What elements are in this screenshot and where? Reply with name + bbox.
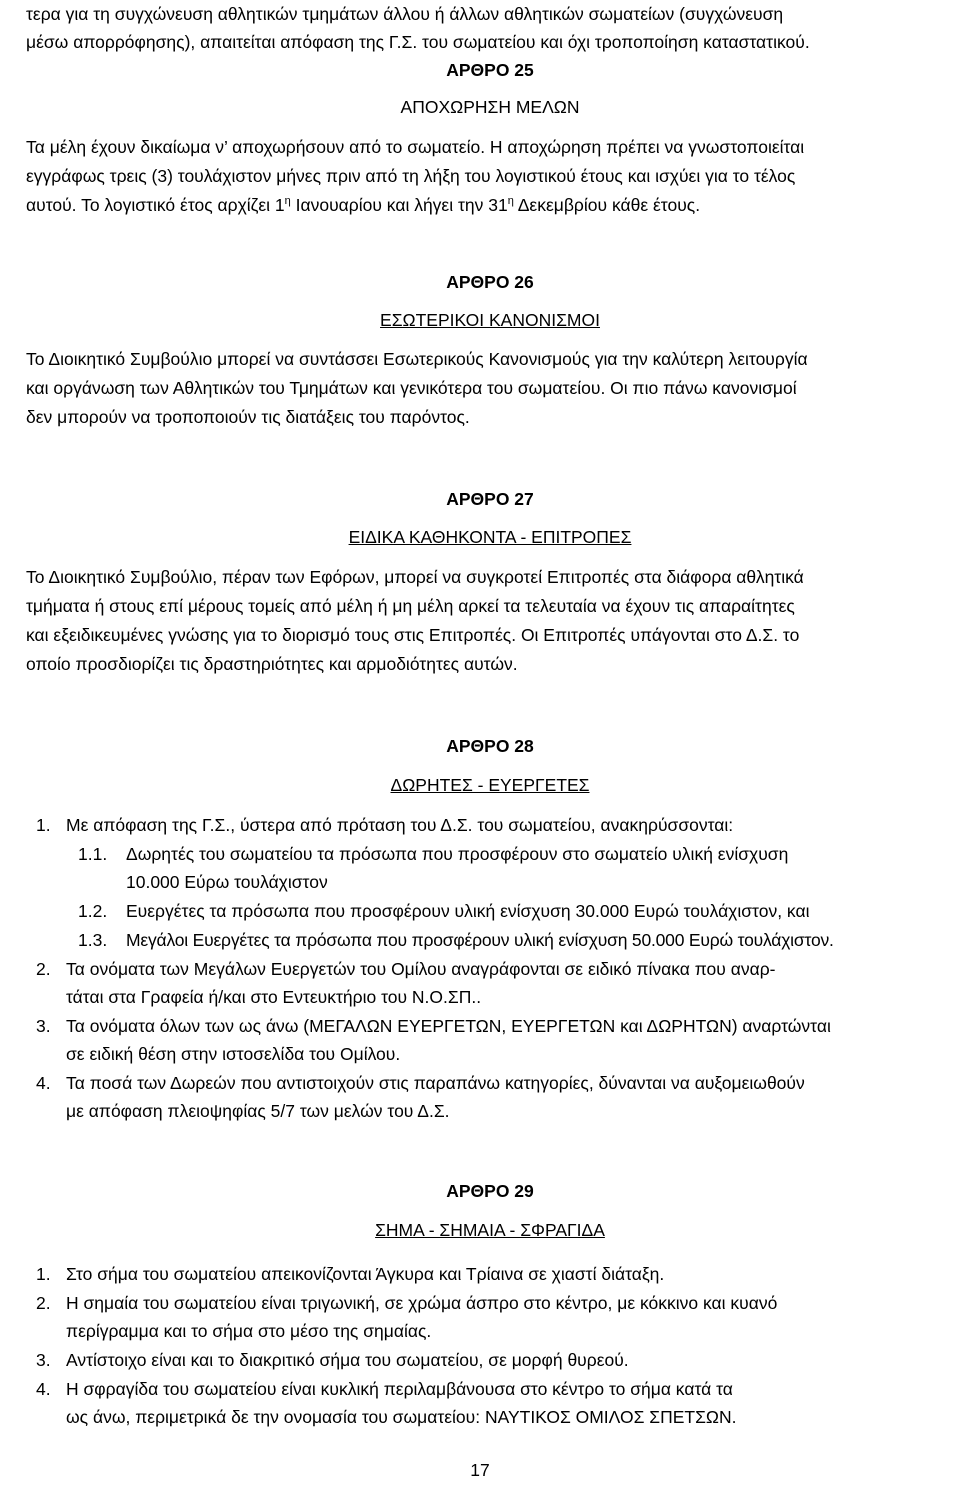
list-item-number: 4.	[36, 1073, 51, 1093]
list-item	[26, 1346, 954, 1374]
list-item-number: 2.	[36, 1293, 51, 1313]
sub-list-item-text-cont: 10.000 Εύρω τουλάχιστον	[126, 872, 328, 892]
article-27-line-4: οποίο προσδιορίζει τις δραστηριότητες και αρμοδιότητες αυτών.	[26, 654, 518, 674]
list-item-number: 2.	[36, 959, 51, 979]
list-item-text-cont: τάται στα Γραφεία ή/και στο Εντευκτήριο του Ν.Ο.ΣΠ..	[66, 987, 482, 1007]
list-item-number: 1.	[36, 815, 51, 835]
list-item	[26, 1289, 954, 1345]
article-25-title: ΑΠΟΧΩΡΗΣΗ ΜΕΛΩΝ	[400, 97, 580, 117]
article-26-heading: ΑΡΘΡΟ 26	[446, 272, 534, 292]
article-25-line-3: αυτού. Το λογιστικό έτος αρχίζει $1^\eta$ Ιανουαρίου και λήγει την $31^\eta$ Δεκεμβρίου κάθε έτους.	[26, 195, 701, 215]
article-26-line-3: δεν μπορούν να τροποποιούν τις διατάξεις του παρόντος.	[26, 407, 470, 427]
list-item	[26, 811, 954, 839]
list-item	[26, 1012, 954, 1068]
article-27-heading: ΑΡΘΡΟ 27	[446, 489, 534, 509]
list-item-text: Η σφραγίδα του σωματείου είναι κυκλική περιλαμβάνουσα στο κέντρο το σήμα κατά τα	[66, 1379, 733, 1399]
list-item-text: Η σημαία του σωματείου είναι τριγωνική, σε χρώμα άσπρο στο κέντρο, με κόκκινο και κυανό	[66, 1293, 778, 1313]
list-item-number: 3.	[36, 1350, 51, 1370]
sub-list-item-number: 1.1.	[78, 844, 108, 864]
article-25-line-2: εγγράφως τρεις (3) τουλάχιστον μήνες πριν από τη λήξη του λογιστικού έτους και ισχύει για το τέλος	[26, 166, 796, 186]
superscript-2: η	[507, 195, 514, 207]
article-26-line-1: Το Διοικητικό Συμβούλιο μπορεί να συντάσσει Εσωτερικούς Κανονισμούς για την καλύτερη λειτουργία	[26, 349, 808, 369]
page-number: 17	[470, 1460, 490, 1480]
intro-line-1: τερα για τη συγχώνευση αθλητικών τμημάτων άλλου ή άλλων αθλητικών σωματείων (συγχώνευση	[26, 4, 784, 24]
article-27-line-2: τμήματα ή στους επί μέρους τομείς από μέλη ή μη μέλη αρκεί τα τελευταία να έχουν τις απαραίτητες	[26, 596, 795, 616]
article-25-line-1: Τα μέλη έχουν δικαίωμα ν’ αποχωρήσουν από το σωματείο. Η αποχώρηση πρέπει να γνωστοποιείται	[26, 137, 805, 157]
sub-list-item-number: 1.3.	[78, 930, 108, 950]
list-item-text: Τα ποσά των Δωρεών που αντιστοιχούν στις παραπάνω κατηγορίες, δύνανται να αυξομειωθούν	[66, 1073, 805, 1093]
list-item	[26, 1069, 954, 1125]
list-item	[26, 1375, 954, 1431]
list-item-text-cont: περίγραμμα και το σήμα στο μέσο της σημαίας.	[66, 1321, 432, 1341]
sub-list-item	[26, 926, 954, 954]
list-item-text: Αντίστοιχο είναι και το διακριτικό σήμα του σωματείου, σε μορφή θυρεού.	[66, 1350, 629, 1370]
article-26-line-2: και οργάνωση των Αθλητικών του Τμημάτων και γενικότερα του σωματείου. Οι πιο πάνω κανονισμοί	[26, 378, 797, 398]
article-27-title: ΕΙΔΙΚΑ ΚΑΘΗΚΟΝΤΑ - ΕΠΙΤΡΟΠΕΣ	[348, 527, 632, 547]
list-item-text: Τα ονόματα όλων των ως άνω (ΜΕΓΑΛΩΝ ΕΥΕΡΓΕΤΩΝ, ΕΥΕΡΓΕΤΩΝ και ΔΩΡΗΤΩΝ) αναρτώνται	[66, 1016, 831, 1036]
list-item	[26, 1260, 954, 1288]
list-item-number: 1.	[36, 1264, 51, 1284]
list-item-text: Στο σήμα του σωματείου απεικονίζονται Άγκυρα και Τρίαινα σε χιαστί διάταξη.	[66, 1264, 665, 1284]
list-item-text-cont: σε ειδική θέση στην ιστοσελίδα του Ομίλου.	[66, 1044, 401, 1064]
list-item-text-cont: με απόφαση πλειοψηφίας 5/7 των μελών του Δ.Σ.	[66, 1101, 450, 1121]
list-item-text: Τα ονόματα των Μεγάλων Ευεργετών του Ομίλου αναγράφονται σε ειδικό πίνακα που αναρ-	[66, 959, 776, 979]
list-item-number: 4.	[36, 1379, 51, 1399]
sub-list-item-number: 1.2.	[78, 901, 108, 921]
article-28-heading: ΑΡΘΡΟ 28	[446, 736, 534, 756]
list-item-text: Με απόφαση της Γ.Σ., ύστερα από πρόταση του Δ.Σ. του σωματείου, ανακηρύσσονται:	[66, 815, 734, 835]
sub-list-item-text: Ευεργέτες τα πρόσωπα που προσφέρουν υλική ενίσχυση 30.000 Ευρώ τουλάχιστον, και	[126, 901, 810, 921]
article-29-heading: ΑΡΘΡΟ 29	[446, 1181, 534, 1201]
sub-list-item-text: Δωρητές του σωματείου τα πρόσωπα που προσφέρουν στο σωματείο υλική ενίσχυση	[126, 844, 789, 864]
intro-line-2: μέσω απορρόφησης), απαιτείται απόφαση της Γ.Σ. του σωματείου και όχι τροποποίηση καταστατικού.	[26, 32, 810, 52]
article-29-title: ΣΗΜΑ - ΣΗΜΑΙΑ - ΣΦΡΑΓΙΔΑ	[375, 1220, 605, 1240]
list-item-number: 3.	[36, 1016, 51, 1036]
sub-list-item	[26, 840, 954, 896]
article-27-line-3: και εξειδικευμένες γνώσης για το διορισμό τους στις Επιτροπές. Οι Επιτροπές υπάγονται στο Δ.Σ. το	[26, 625, 800, 645]
list-item-text-cont: ως άνω, περιμετρικά δε την ονομασία του σωματείου: ΝΑΥΤΙΚΟΣ ΟΜΙΛΟΣ ΣΠΕΤΣΩΝ.	[66, 1407, 737, 1427]
article-28-title: ΔΩΡΗΤΕΣ - ΕΥΕΡΓΕΤΕΣ	[390, 775, 590, 795]
article-26-title: ΕΣΩΤΕΡΙΚΟΙ ΚΑΝΟΝΙΣΜΟΙ	[380, 310, 600, 330]
list-item	[26, 955, 954, 1011]
article-25-heading: ΑΡΘΡΟ 25	[446, 60, 534, 80]
sub-list-item	[26, 897, 954, 925]
article-27-line-1: Το Διοικητικό Συμβούλιο, πέραν των Εφόρων, μπορεί να συγκροτεί Επιτροπές στα διάφορα αθλητικά	[26, 567, 804, 587]
superscript-1: η	[284, 195, 291, 207]
sub-list-item-text: Μεγάλοι Ευεργέτες τα πρόσωπα που προσφέρουν υλική ενίσχυση 50.000 Ευρώ τουλάχιστον.	[126, 930, 834, 950]
